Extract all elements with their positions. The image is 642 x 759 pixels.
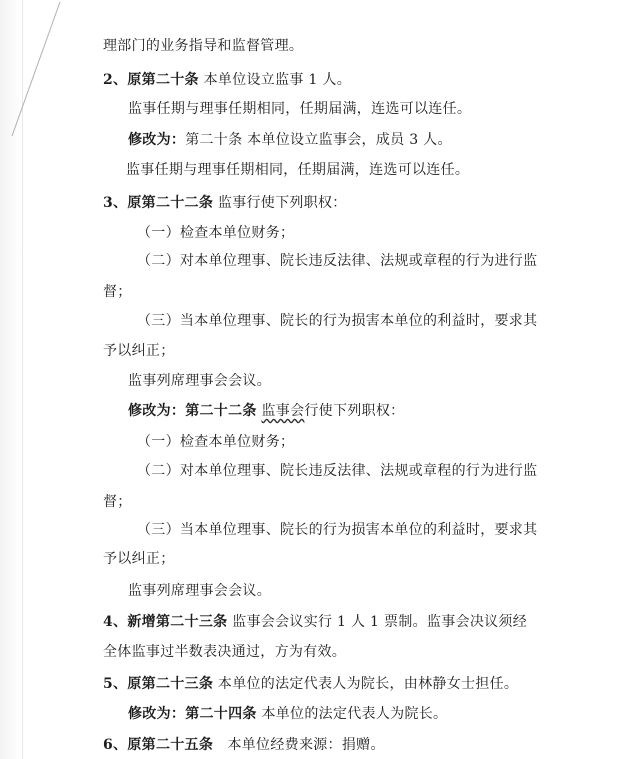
line-12: 监事列席理事会会议。: [128, 373, 271, 389]
handwritten-underline: 监事会: [261, 403, 305, 419]
line-21: 全体监事过半数表决通过，方为有效。: [103, 644, 347, 660]
page-fold-mark: [8, 0, 68, 140]
line-14: （一）检查本单位财务；: [137, 434, 295, 450]
line-19: 监事列席理事会会议。: [128, 583, 271, 599]
line-04: 修改为：第二十条 本单位设立监事会，成员 3 人。: [128, 132, 452, 148]
line-02: 2、原第二十条 本单位设立监事 1 人。: [103, 72, 352, 88]
line-13: 修改为：第二十二条 监事会行使下列职权：: [128, 403, 405, 419]
line-20: 4、新增第二十三条 监事会会议实行 1 人 1 票制。监事会决议须经: [103, 614, 528, 630]
line-05: 监事任期与理事任期相同，任期届满，连选可以连任。: [126, 162, 470, 178]
line-09: 督；: [103, 284, 132, 300]
line-08: （二）对本单位理事、院长违反法律、法规或章程的行为进行监: [137, 253, 538, 269]
line-16: 督；: [103, 494, 132, 510]
line-23: 修改为：第二十四条 本单位的法定代表人为院长。: [128, 706, 448, 722]
line-03: 监事任期与理事任期相同，任期届满，连选可以连任。: [128, 101, 472, 117]
line-11: 予以纠正；: [103, 343, 175, 359]
line-15: （二）对本单位理事、院长违反法律、法规或章程的行为进行监: [137, 463, 538, 479]
line-24: 6、原第二十五条 本单位经费来源：捐赠。: [103, 737, 385, 753]
line-18: 予以纠正；: [103, 551, 175, 567]
line-10: （三）当本单位理事、院长的行为损害本单位的利益时，要求其: [137, 313, 538, 329]
line-22: 5、原第二十三条 本单位的法定代表人为院长，由林静女士担任。: [103, 676, 519, 692]
line-07: （一）检查本单位财务；: [137, 225, 295, 241]
line-01: 理部门的业务指导和监督管理。: [103, 38, 304, 54]
line-17: （三）当本单位理事、院长的行为损害本单位的利益时，要求其: [137, 522, 538, 538]
line-06: 3、原第二十二条 监事行使下列职权：: [103, 195, 347, 211]
